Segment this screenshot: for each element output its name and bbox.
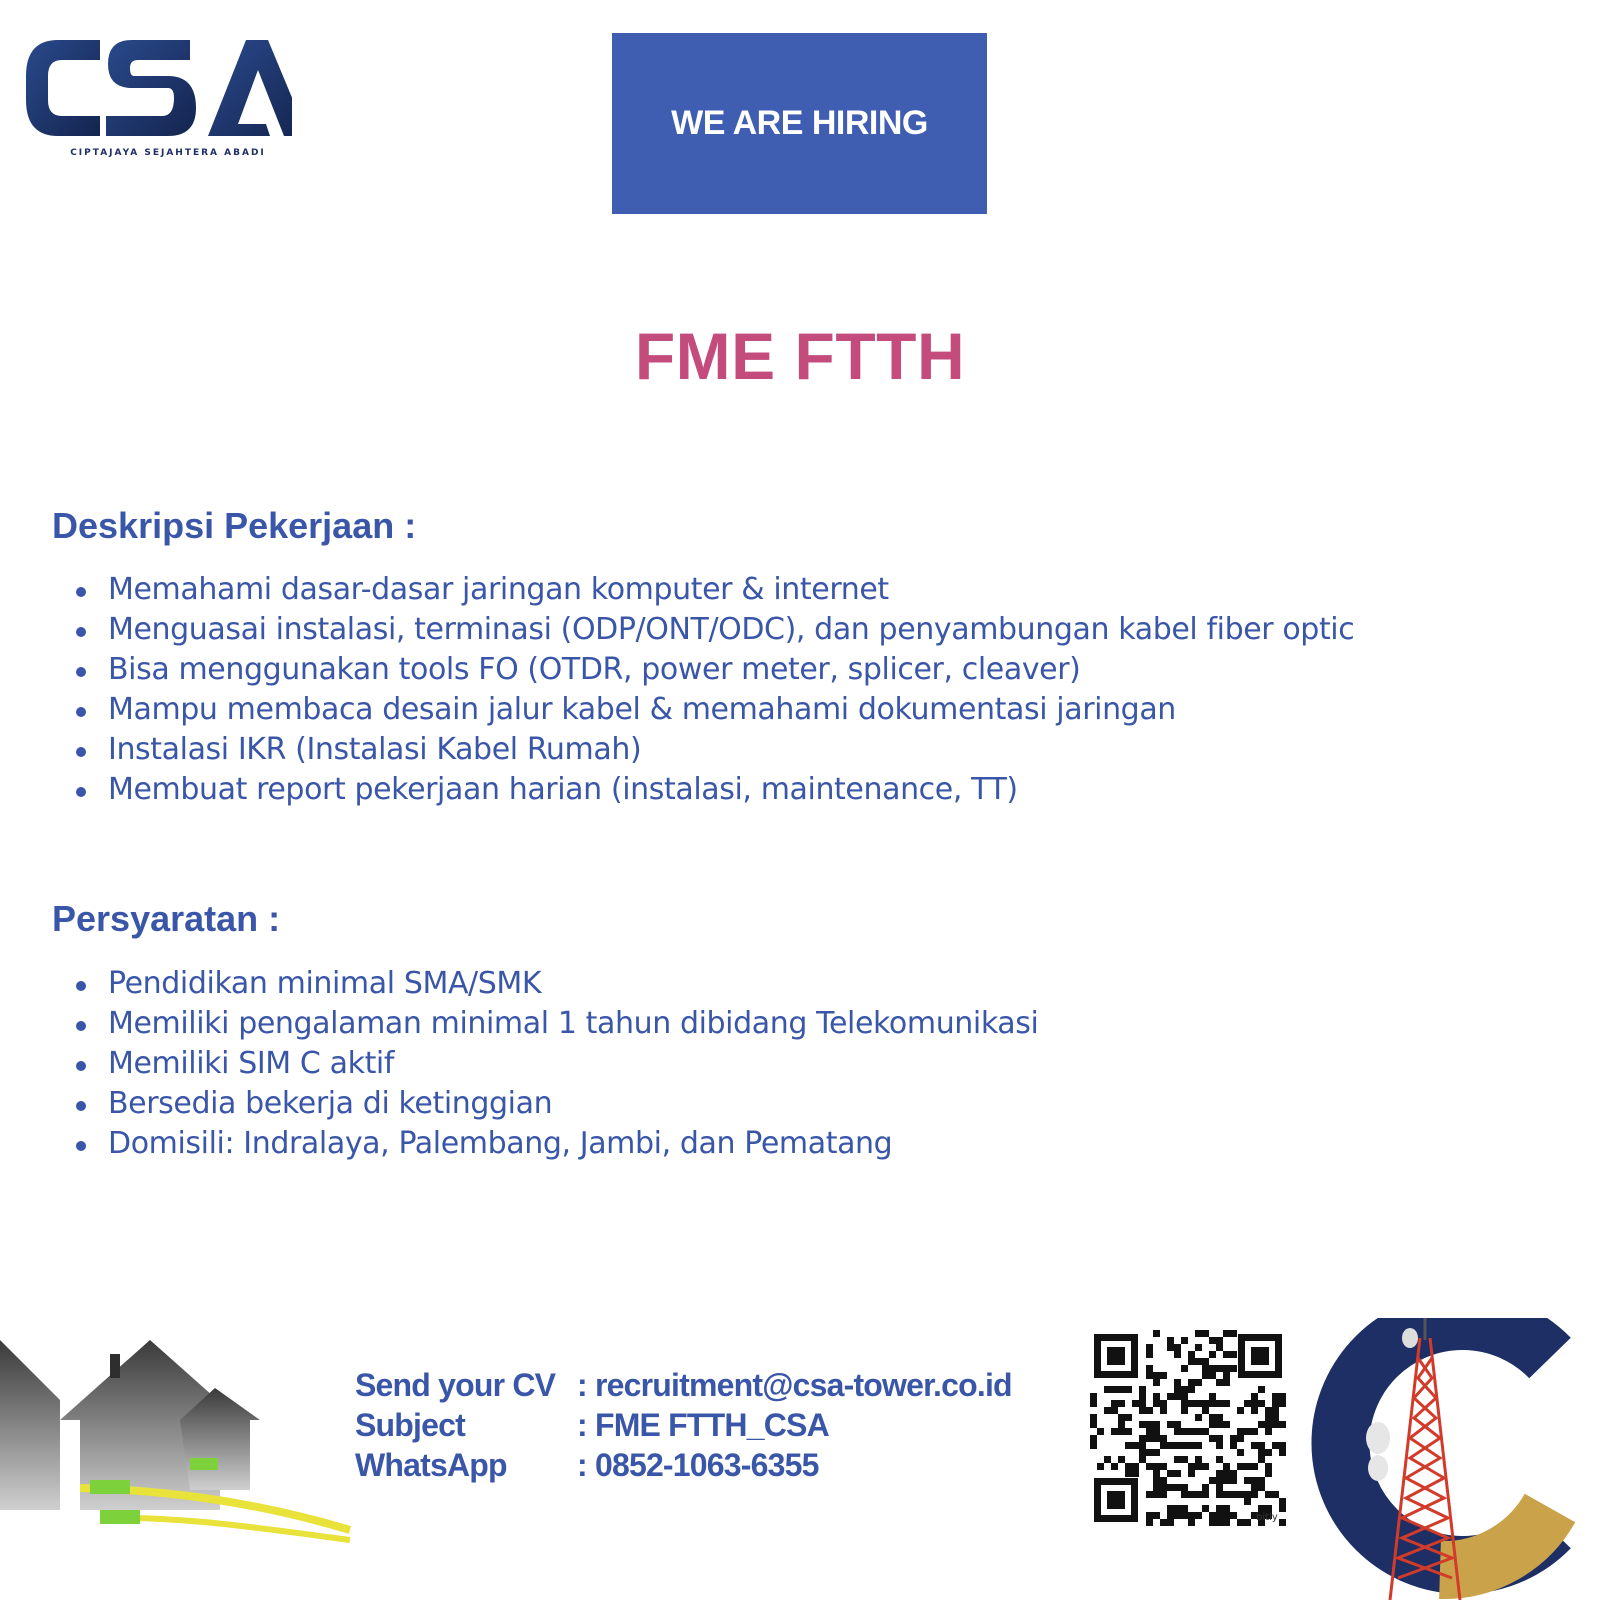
houses-fiber-illustration bbox=[0, 1340, 360, 1600]
qr-brand: bitly bbox=[1256, 1512, 1278, 1523]
subject-value: : FME FTTH_CSA bbox=[577, 1407, 829, 1443]
logo-tagline: CIPTAJAYA SEJAHTERA ABADI bbox=[70, 148, 266, 158]
tower-logo bbox=[1300, 1318, 1600, 1600]
list-item: Bisa menggunakan tools FO (OTDR, power meter, splicer, cleaver) bbox=[108, 650, 1354, 690]
contact-info bbox=[355, 1365, 1012, 1485]
list-item: Memiliki SIM C aktif bbox=[108, 1044, 1038, 1084]
list-item: Bersedia bekerja di ketinggian bbox=[108, 1084, 1038, 1124]
email-value[interactable]: : recruitment@csa-tower.co.id bbox=[577, 1367, 1012, 1403]
csa-logo bbox=[22, 36, 292, 166]
list-item: Pendidikan minimal SMA/SMK bbox=[108, 964, 1038, 1004]
description-list bbox=[108, 570, 1354, 810]
list-item: Mampu membaca desain jalur kabel & memahami dokumentasi jaringan bbox=[108, 690, 1354, 730]
qr-code[interactable] bbox=[1090, 1330, 1286, 1526]
contact-row-whatsapp bbox=[355, 1445, 1012, 1485]
list-item: Menguasai instalasi, terminasi (ODP/ONT/ODC), dan penyambungan kabel fiber optic bbox=[108, 610, 1354, 650]
requirements-heading: Persyaratan : bbox=[52, 898, 281, 939]
contact-row-subject bbox=[355, 1405, 1012, 1445]
whatsapp-value[interactable]: : 0852-1063-6355 bbox=[577, 1447, 819, 1483]
hiring-label: WE ARE HIRING bbox=[671, 104, 928, 142]
list-item: Domisili: Indralaya, Palembang, Jambi, dan Pematang bbox=[108, 1124, 1038, 1164]
csa-logo-mark bbox=[22, 36, 292, 146]
list-item: Memiliki pengalaman minimal 1 tahun dibidang Telekomunikasi bbox=[108, 1004, 1038, 1044]
contact-row-cv bbox=[355, 1365, 1012, 1405]
contact-label: WhatsApp bbox=[355, 1447, 507, 1483]
requirements-list bbox=[108, 964, 1038, 1164]
list-item: Membuat report pekerjaan harian (instalasi, maintenance, TT) bbox=[108, 770, 1354, 810]
hiring-banner bbox=[612, 33, 987, 214]
contact-label: Subject bbox=[355, 1407, 465, 1443]
job-title: FME FTTH bbox=[634, 319, 966, 393]
description-heading: Deskripsi Pekerjaan : bbox=[52, 505, 417, 546]
contact-label: Send your CV bbox=[355, 1367, 556, 1403]
list-item: Memahami dasar-dasar jaringan komputer & internet bbox=[108, 570, 1354, 610]
list-item: Instalasi IKR (Instalasi Kabel Rumah) bbox=[108, 730, 1354, 770]
